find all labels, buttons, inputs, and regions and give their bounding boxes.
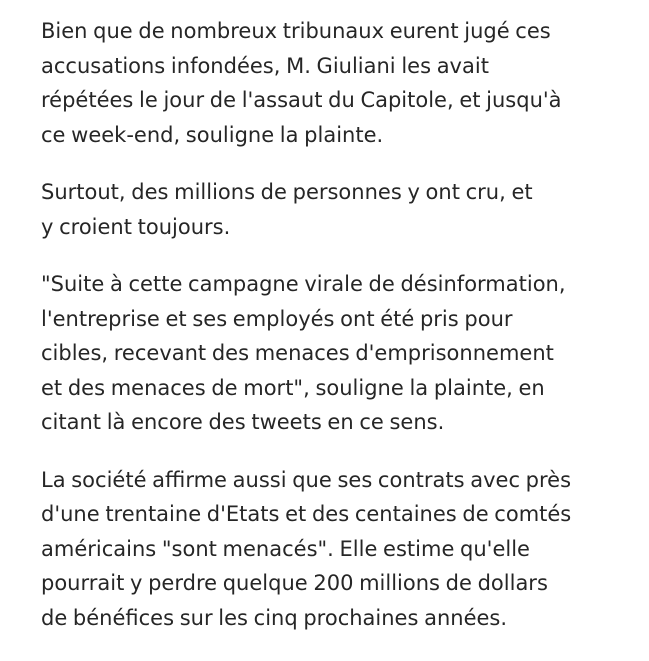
paragraph-2	[41, 175, 616, 244]
text-line: accusations infondées, M. Giuliani les avait	[41, 53, 489, 78]
text-line: pourrait y perdre quelque 200 millions de dollars	[41, 571, 548, 595]
text-line: répétées le jour de l'assaut du Capitole, et jusqu'à	[41, 88, 562, 112]
paragraph-4	[41, 463, 616, 636]
text-line: citant là encore des tweets en ce sens.	[41, 410, 445, 434]
text-line: d'une trentaine d'Etats et des centaines de comtés	[41, 502, 572, 526]
text-line: "Suite à cette campagne virale de désinformation,	[41, 272, 566, 296]
text-line: américains "sont menacés". Elle estime qu'elle	[41, 536, 530, 561]
text-line: et des menaces de mort", souligne la plainte, en	[41, 375, 545, 400]
article-body	[41, 14, 616, 658]
text-line: Bien que de nombreux tribunaux eurent jugé ces	[41, 19, 551, 43]
paragraph-3	[41, 267, 616, 440]
text-line: Surtout, des millions de personnes y ont cru, et	[41, 180, 533, 204]
text-line: La société affirme aussi que ses contrats avec près	[41, 467, 572, 492]
text-line: ce week-end, souligne la plainte.	[41, 122, 384, 147]
paragraph-1	[41, 14, 616, 152]
text-line: l'entreprise et ses employés ont été pris pour	[41, 306, 513, 331]
text-line: cibles, recevant des menaces d'emprisonnement	[41, 341, 554, 365]
text-line: de bénéfices sur les cinq prochaines années.	[41, 605, 508, 630]
text-line: y croient toujours.	[41, 214, 231, 239]
